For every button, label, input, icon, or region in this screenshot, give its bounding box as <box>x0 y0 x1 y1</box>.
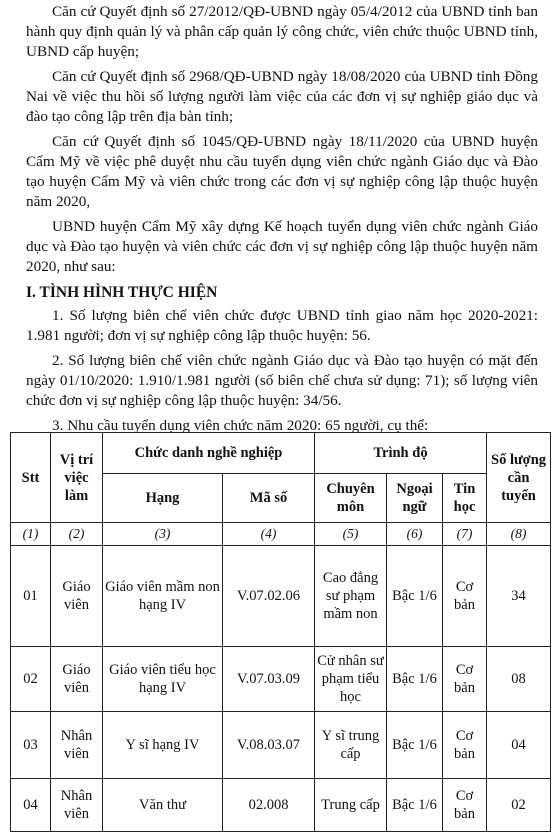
item-2: 2. Số lượng biên chế viên chức ngành Giáo dục và Đào tạo huyện có mặt đến ngày 01/10/2020: 1.910/1.981 người (số biên chế chưa sử dụng: 71); số lượng viên chức đơn vị sự nghiệp công lập thuộc huyện: 34/56. <box>26 352 538 409</box>
cell-vi-tri: Nhân viên <box>51 712 103 779</box>
header-tin-hoc: Tin học <box>443 474 487 523</box>
header-so-luong: Số lượng cần tuyển <box>487 433 551 523</box>
cell-stt: 02 <box>11 647 51 712</box>
table-row <box>11 546 551 647</box>
cell-chuyen-mon: Cao đẳng sư phạm mầm non <box>315 546 387 647</box>
cell-so-luong: 34 <box>487 546 551 647</box>
column-number-row <box>11 523 551 546</box>
cell-stt: 01 <box>11 546 51 647</box>
cell-ma-so: 02.008 <box>223 779 315 832</box>
cell-tin-hoc: Cơ bản <box>443 779 487 832</box>
cell-hang: Giáo viên mầm non hạng IV <box>103 546 223 647</box>
cell-hang: Y sĩ hạng IV <box>103 712 223 779</box>
cell-ma-so: V.08.03.07 <box>223 712 315 779</box>
cell-ngoai-ngu: Bậc 1/6 <box>387 712 443 779</box>
item-3: 3. Nhu cầu tuyển dụng viên chức năm 2020: 65 người, cụ thể: <box>52 417 429 434</box>
table-row <box>11 647 551 712</box>
column-number: (4) <box>223 523 315 546</box>
cell-ngoai-ngu: Bậc 1/6 <box>387 647 443 712</box>
cell-so-luong: 04 <box>487 712 551 779</box>
cell-hang: Giáo viên tiểu học hạng IV <box>103 647 223 712</box>
cell-ngoai-ngu: Bậc 1/6 <box>387 779 443 832</box>
column-number: (6) <box>387 523 443 546</box>
column-number: (2) <box>51 523 103 546</box>
cell-tin-hoc: Cơ bản <box>443 647 487 712</box>
paragraph-intro: UBND huyện Cẩm Mỹ xây dựng Kế hoạch tuyển dụng viên chức ngành Giáo dục và Đào tạo huyện và viên chức các đơn vị sự nghiệp công lập thuộc huyện năm 2020, như sau: <box>26 218 538 275</box>
cell-so-luong: 02 <box>487 779 551 832</box>
header-chuc-danh: Chức danh nghề nghiệp <box>103 433 315 474</box>
cell-tin-hoc: Cơ bản <box>443 546 487 647</box>
header-row-1 <box>11 433 551 474</box>
cell-vi-tri: Giáo viên <box>51 546 103 647</box>
column-number: (3) <box>103 523 223 546</box>
table-row <box>11 712 551 779</box>
header-ngoai-ngu: Ngoại ngữ <box>387 474 443 523</box>
header-chuyen-mon: Chuyên môn <box>315 474 387 523</box>
cell-vi-tri: Nhân viên <box>51 779 103 832</box>
cell-ngoai-ngu: Bậc 1/6 <box>387 546 443 647</box>
header-stt: Stt <box>11 433 51 523</box>
cell-hang: Văn thư <box>103 779 223 832</box>
cell-chuyen-mon: Cử nhân sư phạm tiểu học <box>315 647 387 712</box>
column-number: (1) <box>11 523 51 546</box>
table-row <box>11 779 551 832</box>
cell-vi-tri: Giáo viên <box>51 647 103 712</box>
paragraph-can-cu-2: Căn cứ Quyết định số 2968/QĐ-UBND ngày 18/08/2020 của UBND tỉnh Đồng Nai về việc thu hồi số lượng người làm việc của các đơn vị sự nghiệp giáo dục và đào tạo công lập trên địa bàn tỉnh; <box>26 68 538 125</box>
cell-stt: 04 <box>11 779 51 832</box>
cell-ma-so: V.07.02.06 <box>223 546 315 647</box>
paragraph-can-cu-3: Căn cứ Quyết định số 1045/QĐ-UBND ngày 18/11/2020 của UBND huyện Cẩm Mỹ về việc phê duyệt nhu cầu tuyển dụng viên chức ngành Giáo dục và Đào tạo huyện Cẩm Mỹ và viên chức trong các đơn vị sự nghiệp công lập thuộc huyện năm 2020, <box>26 133 538 210</box>
column-number: (7) <box>443 523 487 546</box>
column-number: (8) <box>487 523 551 546</box>
section-heading: I. TÌNH HÌNH THỰC HIỆN <box>26 284 218 301</box>
header-trinh-do: Trình độ <box>315 433 487 474</box>
cell-ma-so: V.07.03.09 <box>223 647 315 712</box>
paragraph-can-cu-1: Căn cứ Quyết định số 27/2012/QĐ-UBND ngày 05/4/2012 của UBND tỉnh ban hành quy định quản lý và phân cấp quản lý công chức, viên chức thuộc UBND tỉnh, UBND cấp huyện; <box>26 3 538 60</box>
recruitment-table <box>10 432 551 832</box>
cell-tin-hoc: Cơ bản <box>443 712 487 779</box>
header-ma-so: Mã số <box>223 474 315 523</box>
cell-stt: 03 <box>11 712 51 779</box>
header-vi-tri: Vị trí việc làm <box>51 433 103 523</box>
cell-chuyen-mon: Y sĩ trung cấp <box>315 712 387 779</box>
cell-so-luong: 08 <box>487 647 551 712</box>
item-1: 1. Số lượng biên chế viên chức được UBND tỉnh giao năm học 2020-2021: 1.981 người; đơn vị sự nghiệp công lập thuộc huyện: 56. <box>26 307 538 344</box>
column-number: (5) <box>315 523 387 546</box>
cell-chuyen-mon: Trung cấp <box>315 779 387 832</box>
header-hang: Hạng <box>103 474 223 523</box>
